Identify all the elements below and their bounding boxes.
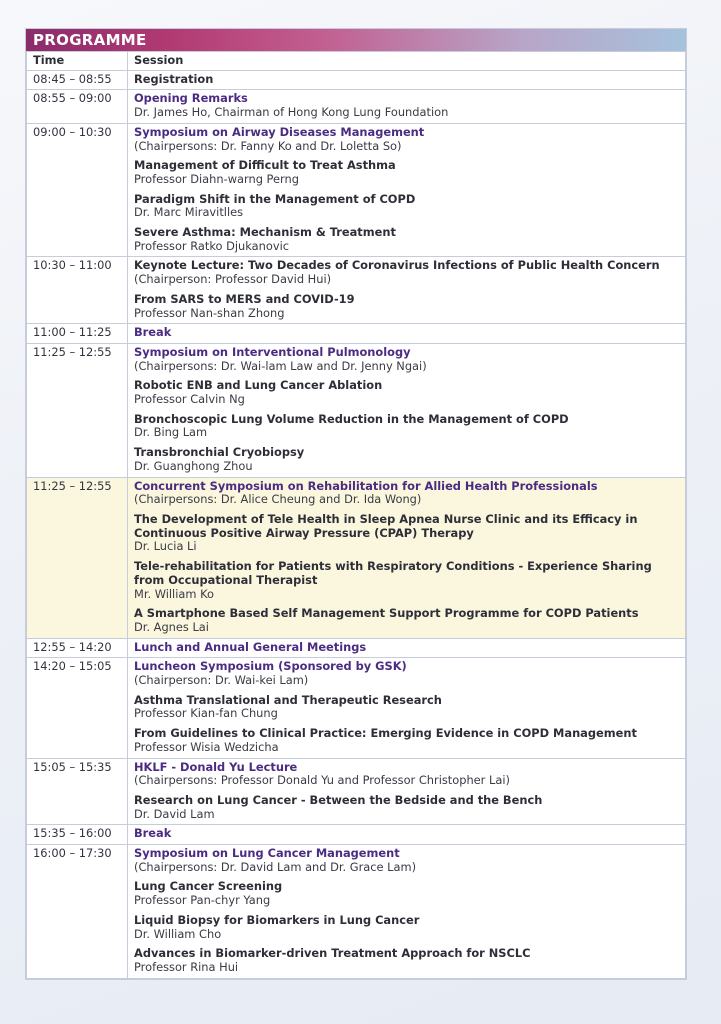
session-heading: Opening Remarks xyxy=(134,91,248,106)
session-column-header: Session xyxy=(128,52,686,71)
talk-title: Management of Difficult to Treat Asthma xyxy=(134,158,396,173)
programme-table xyxy=(26,51,686,979)
session-time: 11:00 – 11:25 xyxy=(27,324,128,344)
talk-speaker: Mr. William Ko xyxy=(134,586,214,601)
session-heading: Lunch and Annual General Meetings xyxy=(134,639,367,654)
session-cell xyxy=(128,825,686,845)
talk-item xyxy=(134,794,679,821)
talk-item xyxy=(134,159,679,186)
talk-item xyxy=(134,379,679,406)
talk-title: Robotic ENB and Lung Cancer Ablation xyxy=(134,378,383,393)
talk-item xyxy=(134,446,679,473)
session-cell xyxy=(128,477,686,638)
talk-title: From Guidelines to Clinical Practice: Emerging Evidence in COPD Management xyxy=(134,726,637,741)
session-cell xyxy=(128,70,686,90)
talk-item xyxy=(134,947,679,974)
talk-title: The Development of Tele Health in Sleep Apnea Nurse Clinic and its Efficacy in Continuous Positive Airway Pressure (CPAP) Therapy xyxy=(134,511,638,540)
session-heading: Luncheon Symposium (Sponsored by GSK) xyxy=(134,659,407,674)
talk-item xyxy=(134,226,679,253)
talk-title: Severe Asthma: Mechanism & Treatment xyxy=(134,225,396,240)
table-row xyxy=(27,758,686,825)
talk-title: Tele-rehabilitation for Patients with Respiratory Conditions - Experience Sharing from Occupational Therapist xyxy=(134,559,652,587)
talk-title: Asthma Translational and Therapeutic Research xyxy=(134,692,442,707)
session-heading: Break xyxy=(134,325,172,340)
session-time: 14:20 – 15:05 xyxy=(27,658,128,758)
session-chair-note: (Chairpersons: Dr. Alice Cheung and Dr. Ida Wong) xyxy=(134,492,422,507)
programme-heading: PROGRAMME xyxy=(33,31,147,49)
talk-speaker: Dr. Guanghong Zhou xyxy=(134,458,253,473)
session-time: 11:25 – 12:55 xyxy=(27,477,128,638)
session-time: 11:25 – 12:55 xyxy=(27,343,128,477)
table-row xyxy=(27,90,686,123)
session-time: 15:05 – 15:35 xyxy=(27,758,128,825)
talk-speaker: Dr. Lucia Li xyxy=(134,539,197,554)
talk-item xyxy=(134,607,679,634)
session-heading: Concurrent Symposium on Rehabilitation for Allied Health Professionals xyxy=(134,478,598,493)
session-time: 08:45 – 08:55 xyxy=(27,70,128,90)
talk-item xyxy=(134,727,679,754)
session-heading: HKLF - Donald Yu Lecture xyxy=(134,759,298,774)
session-cell xyxy=(128,123,686,257)
session-heading: Symposium on Lung Cancer Management xyxy=(134,846,400,861)
talk-speaker: Dr. David Lam xyxy=(134,806,215,821)
session-cell xyxy=(128,257,686,324)
talk-title: From SARS to MERS and COVID-19 xyxy=(134,291,355,306)
talk-title: Advances in Biomarker-driven Treatment Approach for NSCLC xyxy=(134,946,531,961)
talk-title: Bronchoscopic Lung Volume Reduction in the Management of COPD xyxy=(134,411,569,426)
session-cell xyxy=(128,343,686,477)
talk-title: Transbronchial Cryobiopsy xyxy=(134,445,305,460)
talk-speaker: Professor Calvin Ng xyxy=(134,392,245,407)
session-time: 12:55 – 14:20 xyxy=(27,638,128,658)
session-cell xyxy=(128,638,686,658)
session-cell xyxy=(128,658,686,758)
talk-item xyxy=(134,513,679,554)
session-heading: Keynote Lecture: Two Decades of Coronavirus Infections of Public Health Concern xyxy=(134,258,660,273)
session-time: 10:30 – 11:00 xyxy=(27,257,128,324)
talk-item xyxy=(134,193,679,220)
talk-item xyxy=(134,560,679,601)
session-chair-note: (Chairpersons: Dr. David Lam and Dr. Grace Lam) xyxy=(134,859,417,874)
session-chair-note: (Chairperson: Professor David Hui) xyxy=(134,272,332,287)
time-column-header: Time xyxy=(27,52,128,71)
session-heading: Registration xyxy=(134,71,214,86)
talk-title: Research on Lung Cancer - Between the Bedside and the Bench xyxy=(134,792,543,807)
talk-item xyxy=(134,914,679,941)
talk-speaker: Dr. William Cho xyxy=(134,926,222,941)
session-time: 08:55 – 09:00 xyxy=(27,90,128,123)
table-row xyxy=(27,845,686,979)
session-chair-note: Dr. James Ho, Chairman of Hong Kong Lung Foundation xyxy=(134,105,449,120)
table-row xyxy=(27,477,686,638)
session-time: 09:00 – 10:30 xyxy=(27,123,128,257)
session-time: 15:35 – 16:00 xyxy=(27,825,128,845)
talk-item xyxy=(134,694,679,721)
talk-title: A Smartphone Based Self Management Support Programme for COPD Patients xyxy=(134,606,639,621)
table-header-row xyxy=(27,52,686,71)
talk-item xyxy=(134,413,679,440)
talk-item xyxy=(134,293,679,320)
talk-speaker: Professor Rina Hui xyxy=(134,959,239,974)
session-heading: Symposium on Interventional Pulmonology xyxy=(134,344,411,359)
session-time: 16:00 – 17:30 xyxy=(27,845,128,979)
table-row xyxy=(27,123,686,257)
table-row xyxy=(27,257,686,324)
talk-speaker: Professor Ratko Djukanovic xyxy=(134,238,290,253)
session-cell xyxy=(128,758,686,825)
talk-speaker: Dr. Agnes Lai xyxy=(134,619,209,634)
table-row xyxy=(27,638,686,658)
table-row xyxy=(27,324,686,344)
talk-speaker: Dr. Marc Miravitlles xyxy=(134,205,244,220)
programme-sheet xyxy=(25,28,687,980)
session-heading: Symposium on Airway Diseases Management xyxy=(134,124,425,139)
talk-speaker: Professor Kian-fan Chung xyxy=(134,706,278,721)
session-heading: Break xyxy=(134,826,172,841)
talk-title: Liquid Biopsy for Biomarkers in Lung Cancer xyxy=(134,912,420,927)
talk-speaker: Dr. Bing Lam xyxy=(134,425,208,440)
talk-title: Lung Cancer Screening xyxy=(134,879,283,894)
talk-speaker: Professor Diahn-warng Perng xyxy=(134,171,299,186)
talk-title: Paradigm Shift in the Management of COPD xyxy=(134,191,416,206)
table-row xyxy=(27,70,686,90)
session-cell xyxy=(128,90,686,123)
talk-speaker: Professor Nan-shan Zhong xyxy=(134,305,285,320)
session-cell xyxy=(128,845,686,979)
talk-speaker: Professor Wisia Wedzicha xyxy=(134,739,279,754)
programme-body xyxy=(27,70,686,978)
session-cell xyxy=(128,324,686,344)
session-chair-note: (Chairpersons: Dr. Fanny Ko and Dr. Loletta So) xyxy=(134,138,402,153)
programme-header-bar xyxy=(26,29,686,51)
session-chair-note: (Chairpersons: Professor Donald Yu and Professor Christopher Lai) xyxy=(134,773,510,788)
table-row xyxy=(27,825,686,845)
table-row xyxy=(27,658,686,758)
session-chair-note: (Chairpersons: Dr. Wai-lam Law and Dr. Jenny Ngai) xyxy=(134,358,427,373)
table-row xyxy=(27,343,686,477)
session-chair-note: (Chairperson: Dr. Wai-kei Lam) xyxy=(134,673,309,688)
talk-speaker: Professor Pan-chyr Yang xyxy=(134,893,271,908)
talk-item xyxy=(134,880,679,907)
